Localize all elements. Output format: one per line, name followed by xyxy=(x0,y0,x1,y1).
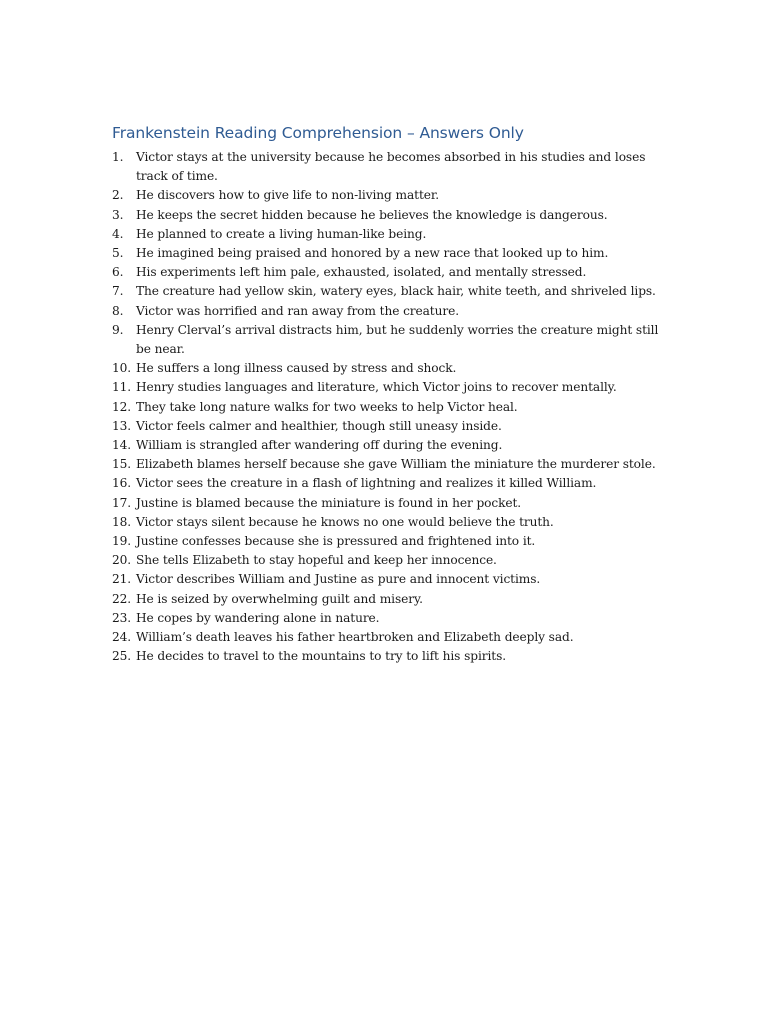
answer-number: 16. xyxy=(112,476,132,491)
list-item xyxy=(112,225,662,244)
list-item xyxy=(112,436,662,455)
list-item xyxy=(112,148,662,186)
document-title: Frankenstein Reading Comprehension – Answers Only xyxy=(112,124,524,142)
list-item xyxy=(112,570,662,589)
answer-text: He planned to create a living human-like being. xyxy=(136,226,427,241)
list-item xyxy=(112,628,662,647)
list-item xyxy=(112,590,662,609)
answer-number: 2. xyxy=(112,188,124,203)
answer-number: 11. xyxy=(112,380,132,395)
list-item xyxy=(112,263,662,282)
answer-number: 10. xyxy=(112,361,132,376)
answer-number: 20. xyxy=(112,553,132,568)
answer-number: 21. xyxy=(112,572,132,587)
answer-text: Henry Clerval’s arrival distracts him, but he suddenly worries the creature might still be near. xyxy=(136,322,659,357)
list-item xyxy=(112,647,662,666)
answer-number: 18. xyxy=(112,514,132,529)
list-item xyxy=(112,398,662,417)
list-item xyxy=(112,494,662,513)
list-item xyxy=(112,206,662,225)
answer-text: He keeps the secret hidden because he believes the knowledge is dangerous. xyxy=(136,207,608,222)
list-item xyxy=(112,609,662,628)
answer-text: Henry studies languages and literature, which Victor joins to recover mentally. xyxy=(136,380,617,395)
answer-number: 6. xyxy=(112,265,124,280)
answer-text: He decides to travel to the mountains to try to lift his spirits. xyxy=(136,649,506,664)
list-item xyxy=(112,474,662,493)
list-item xyxy=(112,513,662,532)
list-item xyxy=(112,378,662,397)
answer-number: 9. xyxy=(112,322,124,337)
list-item xyxy=(112,455,662,474)
answer-number: 23. xyxy=(112,610,132,625)
answer-text: Victor feels calmer and healthier, though still uneasy inside. xyxy=(136,418,502,433)
answer-number: 7. xyxy=(112,284,124,299)
answer-number: 24. xyxy=(112,630,132,645)
answer-number: 5. xyxy=(112,246,124,261)
answer-number: 8. xyxy=(112,303,124,318)
answer-text: Victor stays at the university because he becomes absorbed in his studies and loses track of time. xyxy=(136,150,646,184)
answer-number: 25. xyxy=(112,649,132,664)
answer-text: The creature had yellow skin, watery eyes, black hair, white teeth, and shriveled lips. xyxy=(136,284,656,299)
answer-text: Justine confesses because she is pressured and frightened into it. xyxy=(136,534,536,549)
answer-text: His experiments left him pale, exhausted, isolated, and mentally stressed. xyxy=(136,265,587,280)
list-item xyxy=(112,244,662,263)
answer-text: Victor describes William and Justine as pure and innocent victims. xyxy=(136,572,541,587)
list-item xyxy=(112,186,662,205)
answer-number: 13. xyxy=(112,418,132,433)
list-item xyxy=(112,282,662,301)
answer-text: He is seized by overwhelming guilt and misery. xyxy=(136,591,423,606)
answer-text: They take long nature walks for two weeks to help Victor heal. xyxy=(136,399,518,414)
answer-text: Victor sees the creature in a flash of lightning and realizes it killed William. xyxy=(136,476,597,491)
answer-number: 12. xyxy=(112,399,132,414)
answer-number: 17. xyxy=(112,495,132,510)
answer-number: 4. xyxy=(112,226,124,241)
answer-text: Justine is blamed because the miniature is found in her pocket. xyxy=(136,495,522,510)
list-item xyxy=(112,417,662,436)
answer-text: Elizabeth blames herself because she gave William the miniature the murderer stole. xyxy=(136,457,656,472)
list-item xyxy=(112,359,662,378)
answer-number: 22. xyxy=(112,591,132,606)
answer-text: Victor was horrified and ran away from the creature. xyxy=(136,303,459,318)
answer-text: He suffers a long illness caused by stress and shock. xyxy=(136,361,457,376)
answer-text: William is strangled after wandering off during the evening. xyxy=(136,438,503,453)
list-item xyxy=(112,302,662,321)
answer-number: 19. xyxy=(112,534,132,549)
list-item xyxy=(112,532,662,551)
answer-text: He imagined being praised and honored by a new race that looked up to him. xyxy=(136,246,609,261)
answers-list xyxy=(112,148,662,666)
answer-text: Victor stays silent because he knows no one would believe the truth. xyxy=(136,514,554,529)
answer-number: 14. xyxy=(112,438,132,453)
answer-text: She tells Elizabeth to stay hopeful and keep her innocence. xyxy=(136,553,497,568)
answer-text: He copes by wandering alone in nature. xyxy=(136,610,380,625)
answer-number: 3. xyxy=(112,207,124,222)
answer-number: 15. xyxy=(112,457,132,472)
answer-text: He discovers how to give life to non-living matter. xyxy=(136,188,440,203)
list-item xyxy=(112,551,662,570)
list-item xyxy=(112,321,662,359)
answer-number: 1. xyxy=(112,150,124,164)
answer-text: William’s death leaves his father heartbroken and Elizabeth deeply sad. xyxy=(136,630,574,645)
